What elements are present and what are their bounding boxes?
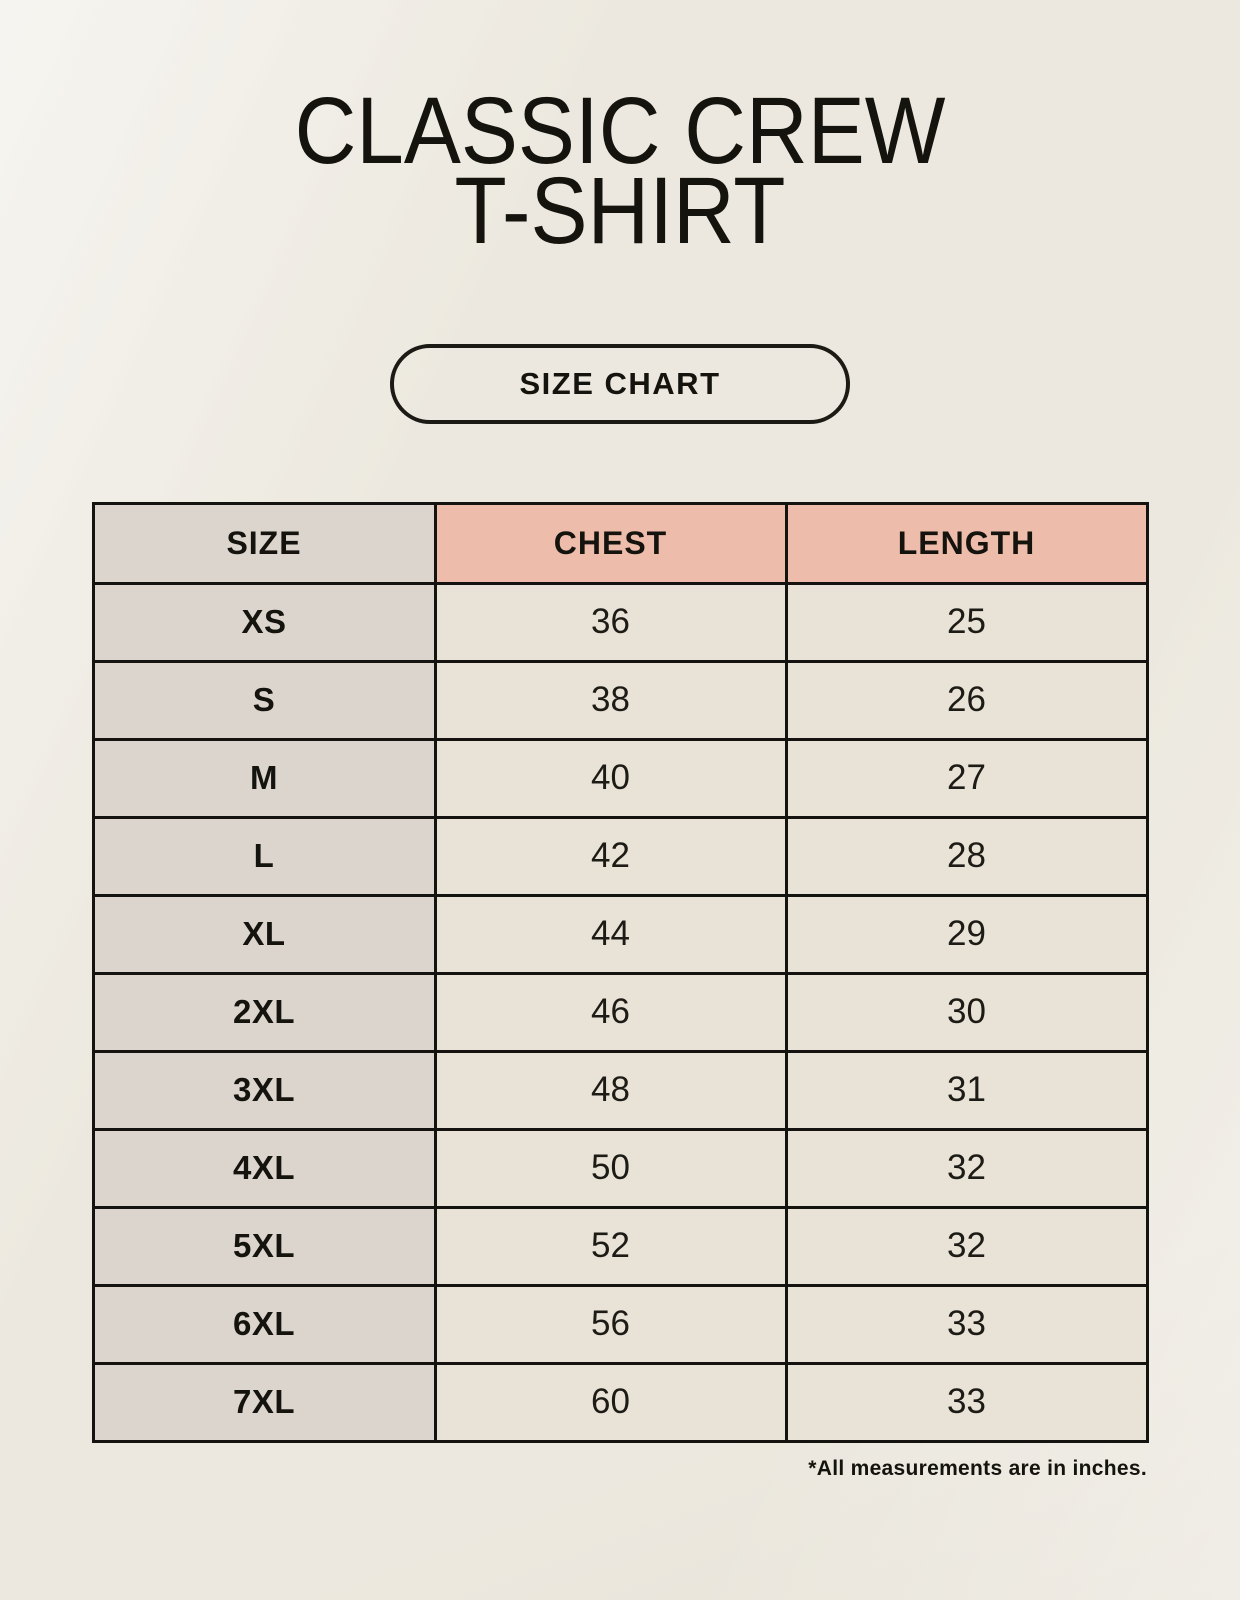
table-row bbox=[93, 817, 1147, 895]
size-label: 4XL bbox=[93, 1129, 435, 1207]
length-value: 33 bbox=[786, 1363, 1147, 1441]
chest-value: 60 bbox=[435, 1363, 786, 1441]
size-label: 5XL bbox=[93, 1207, 435, 1285]
page-title bbox=[62, 0, 1178, 264]
length-value: 31 bbox=[786, 1051, 1147, 1129]
page-title-line-1: CLASSIC CREW bbox=[294, 78, 946, 184]
length-value: 27 bbox=[786, 739, 1147, 817]
length-value: 25 bbox=[786, 583, 1147, 661]
length-value: 33 bbox=[786, 1285, 1147, 1363]
table-row bbox=[93, 1363, 1147, 1441]
chest-value: 50 bbox=[435, 1129, 786, 1207]
size-table bbox=[92, 502, 1149, 1443]
page-title-line-2: T-SHIRT bbox=[454, 157, 786, 264]
table-row bbox=[93, 1285, 1147, 1363]
table-row bbox=[93, 661, 1147, 739]
size-label: L bbox=[93, 817, 435, 895]
size-label: 7XL bbox=[93, 1363, 435, 1441]
table-row bbox=[93, 1051, 1147, 1129]
table-row bbox=[93, 973, 1147, 1051]
length-value: 32 bbox=[786, 1207, 1147, 1285]
chest-value: 52 bbox=[435, 1207, 786, 1285]
size-label: 2XL bbox=[93, 973, 435, 1051]
size-chart-badge bbox=[390, 344, 850, 424]
size-label: 3XL bbox=[93, 1051, 435, 1129]
column-header-chest: CHEST bbox=[435, 503, 786, 583]
chest-value: 44 bbox=[435, 895, 786, 973]
length-value: 30 bbox=[786, 973, 1147, 1051]
length-value: 26 bbox=[786, 661, 1147, 739]
size-chart-badge-label: SIZE CHART bbox=[519, 365, 721, 401]
chest-value: 56 bbox=[435, 1285, 786, 1363]
size-label: 6XL bbox=[93, 1285, 435, 1363]
length-value: 28 bbox=[786, 817, 1147, 895]
column-header-size: SIZE bbox=[93, 503, 435, 583]
size-label: M bbox=[93, 739, 435, 817]
chest-value: 36 bbox=[435, 583, 786, 661]
chest-value: 46 bbox=[435, 973, 786, 1051]
length-value: 32 bbox=[786, 1129, 1147, 1207]
measurement-note: *All measurements are in inches. bbox=[808, 1456, 1147, 1480]
table-header-row bbox=[93, 503, 1147, 583]
table-row bbox=[93, 739, 1147, 817]
size-label: XS bbox=[93, 583, 435, 661]
table-row bbox=[93, 1207, 1147, 1285]
length-value: 29 bbox=[786, 895, 1147, 973]
chest-value: 38 bbox=[435, 661, 786, 739]
size-label: S bbox=[93, 661, 435, 739]
chest-value: 48 bbox=[435, 1051, 786, 1129]
column-header-length: LENGTH bbox=[786, 503, 1147, 583]
table-row bbox=[93, 1129, 1147, 1207]
size-label: XL bbox=[93, 895, 435, 973]
chest-value: 42 bbox=[435, 817, 786, 895]
table-row bbox=[93, 583, 1147, 661]
table-row bbox=[93, 895, 1147, 973]
chest-value: 40 bbox=[435, 739, 786, 817]
